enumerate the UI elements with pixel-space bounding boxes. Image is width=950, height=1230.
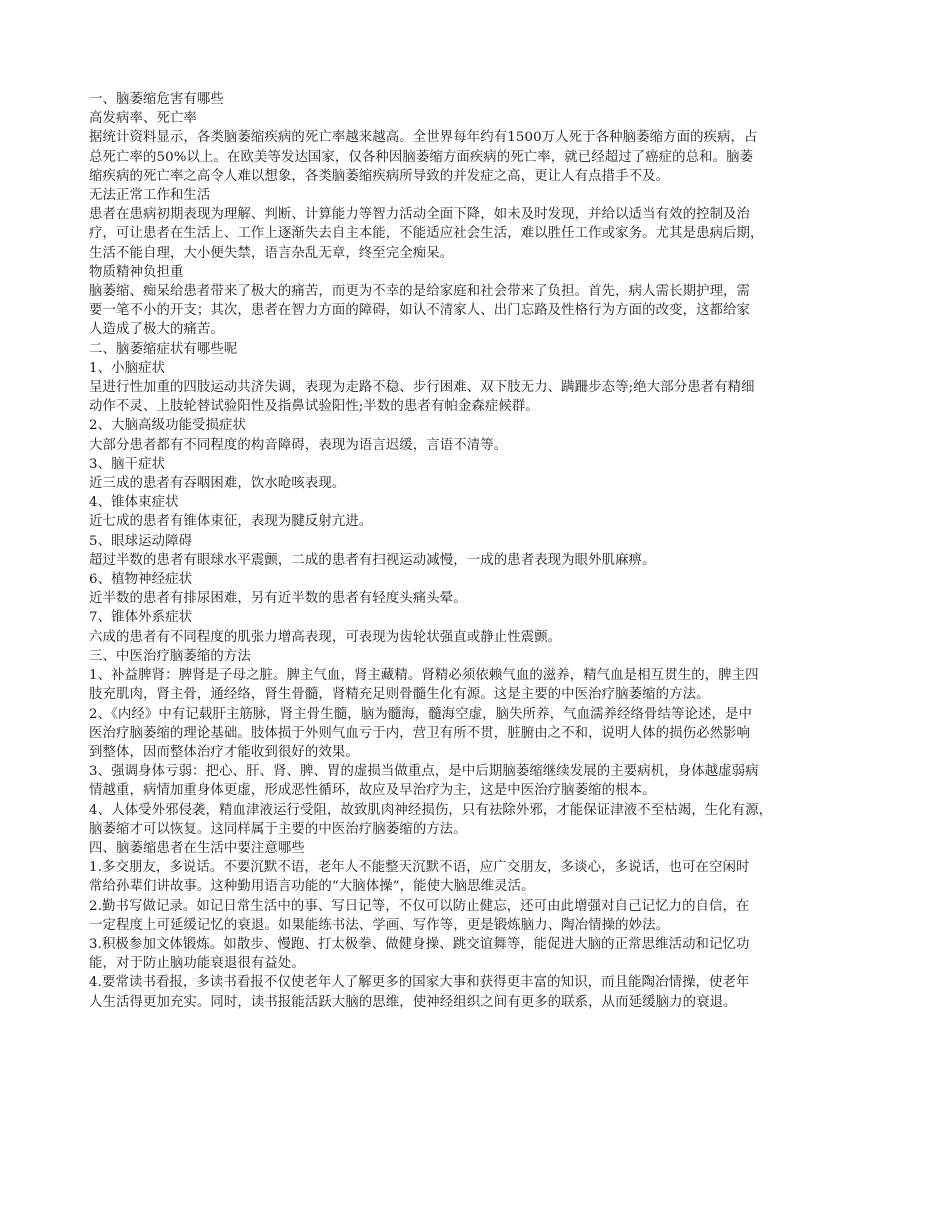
text-line: 人生活得更加充实。同时，读书报能活跃大脑的思维，使神经组织之间有更多的联系，从而延缓脑力的衰退。 — [89, 994, 737, 1010]
text-line: 物质精神负担重 — [89, 264, 184, 280]
text-line: 据统计资料显示，各类脑萎缩疾病的死亡率越来越高。全世界每年约有1500万人死于各种脑萎缩方面的疾病，占 — [89, 130, 758, 146]
text-line: 医治疗脑萎缩的理论基础。肢体损于外则气血亏于内，营卫有所不贯，脏腑由之不和，说明人体的损伤必然影响 — [89, 725, 751, 741]
text-line: 情越重，病情加重身体更虚，形成恶性循环，故应及早治疗为主，这是中医治疗脑萎缩的根本。 — [89, 783, 656, 799]
text-line: 四、脑萎缩患者在生活中要注意哪些 — [89, 840, 305, 856]
text-line: 高发病率、死亡率 — [89, 111, 197, 127]
text-line: 一、脑萎缩危害有哪些 — [89, 92, 224, 107]
text-line: 1.多交朋友，多说话。不要沉默不语，老年人不能整天沉默不语，应广交朋友，多谈心，多说话，也可在空闲时 — [89, 860, 750, 876]
text-line: 1、小脑症状 — [89, 360, 166, 376]
text-line: 3.积极参加文体锻炼。如散步、慢跑、打太极拳、做健身操、跳交谊舞等，能促进大脑的正常思维活动和记忆功 — [89, 936, 750, 952]
text-line: 4.要常读书看报，多读书看报不仅使老年人了解更多的国家大事和获得更丰富的知识，而且能陶冶情操，使老年 — [89, 975, 750, 991]
text-line: 能，对于防止脑功能衰退很有益处。 — [89, 956, 305, 972]
text-line: 2.勤书写做记录。如记日常生活中的事、写日记等，不仅可以防止健忘，还可由此增强对自己记忆力的自信，在 — [89, 898, 750, 914]
document-body — [89, 90, 867, 1012]
text-line: 总死亡率的50%以上。在欧美等发达国家，仅各种因脑萎缩方面疾病的死亡率，就已经超过了癌症的总和。脑萎 — [89, 149, 754, 165]
text-line: 近七成的患者有锥体束征，表现为腱反射亢进。 — [89, 514, 373, 530]
text-line: 2、《内经》中有记载肝主筋脉，肾主骨生髓，脑为髓海，髓海空虚，脑失所养，气血濡养经络骨结等论述，是中 — [89, 706, 752, 722]
text-line: 脑萎缩才可以恢复。这同样属于主要的中医治疗脑萎缩的方法。 — [89, 821, 467, 837]
text-line: 缩疾病的死亡率之高令人难以想象，各类脑萎缩疾病所导致的并发症之高，更让人有点措手不及。 — [89, 168, 670, 184]
text-line: 六成的患者有不同程度的肌张力增高表现，可表现为齿轮状强直或静止性震颤。 — [89, 629, 562, 645]
text-line: 3、强调身体亏弱：把心、肝、肾、脾、胃的虚损当做重点，是中后期脑萎缩继续发展的主要病机，身体越虚弱病 — [89, 764, 759, 780]
text-line: 疗，可让患者在生活上、工作上逐渐失去自主本能，不能适应社会生活，难以胜任工作或家务。尤其是患病后期， — [89, 226, 764, 242]
text-line: 近半数的患者有排尿困难，另有近半数的患者有轻度头痛头晕。 — [89, 591, 467, 607]
text-line: 超过半数的患者有眼球水平震颤，二成的患者有扫视运动减慢，一成的患者表现为眼外肌麻痹。 — [89, 552, 656, 568]
text-line: 三、中医治疗脑萎缩的方法 — [89, 648, 251, 664]
text-line: 5、眼球运动障碍 — [89, 533, 193, 549]
text-line: 要一笔不小的开支；其次，患者在智力方面的障碍，如认不清家人、出门忘路及性格行为方面的改变，这都给家 — [89, 303, 751, 319]
text-line: 无法正常工作和生活 — [89, 188, 211, 204]
text-line: 二、脑萎缩症状有哪些呢 — [89, 341, 238, 357]
text-line: 患者在患病初期表现为理解、判断、计算能力等智力活动全面下降，如未及时发现，并给以适当有效的控制及治 — [89, 207, 751, 223]
text-line: 常给孙辈们讲故事。这种勤用语言功能的“大脑体操”，能使大脑思维灵活。 — [89, 879, 535, 895]
text-line: 7、锥体外系症状 — [89, 610, 193, 626]
text-line: 生活不能自理，大小便失禁，语言杂乱无章，终至完全痴呆。 — [89, 245, 454, 261]
text-line: 6、植物神经症状 — [89, 572, 193, 588]
text-line: 动作不灵、上肢轮替试验阳性及指鼻试验阳性;半数的患者有帕金森症候群。 — [89, 399, 539, 415]
text-line: 肢充肌肉，肾主骨，通经络，肾生骨髓，肾精充足则骨髓生化有源。这是主要的中医治疗脑萎缩的方法。 — [89, 687, 710, 703]
text-line: 大部分患者都有不同程度的构音障碍，表现为语言迟缓，言语不清等。 — [89, 437, 508, 453]
text-line: 近三成的患者有吞咽困难，饮水呛咳表现。 — [89, 476, 346, 492]
text-line: 人造成了极大的痛苦。 — [89, 322, 224, 338]
text-line: 到整体，因而整体治疗才能收到很好的效果。 — [89, 744, 359, 760]
text-line: 脑萎缩、痴呆给患者带来了极大的痛苦，而更为不幸的是给家庭和社会带来了负担。首先，病人需长期护理，需 — [89, 284, 751, 300]
text-line: 4、人体受外邪侵袭，精血津液运行受阻，故致肌肉神经损伤，只有祛除外邪，才能保证津液不至枯竭，生化有源， — [89, 802, 773, 818]
text-line: 4、锥体束症状 — [89, 495, 179, 511]
text-line: 3、脑干症状 — [89, 456, 166, 472]
text-line: 一定程度上可延缓记忆的衰退。如果能练书法、学画、写作等，更是锻炼脑力、陶冶情操的妙法。 — [89, 917, 670, 933]
text-line: 2、大脑高级功能受损症状 — [89, 418, 247, 434]
text-line: 呈进行性加重的四肢运动共济失调，表现为走路不稳、步行困难、双下肢无力、蹒跚步态等;绝大部分患者有精细 — [89, 380, 755, 396]
text-line: 1、补益脾肾：脾肾是子母之脏。脾主气血，肾主藏精。肾精必须依赖气血的滋养，精气血是相互贯生的，脾主四 — [89, 668, 759, 684]
